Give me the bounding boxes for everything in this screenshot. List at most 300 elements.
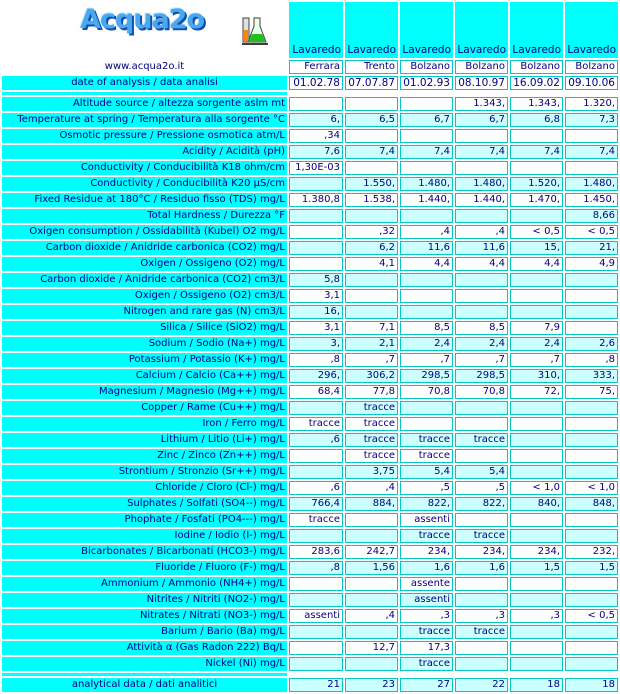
value-cell: 1.480, <box>565 177 618 191</box>
table-row <box>2 641 618 655</box>
value-cell: 4,1 <box>345 257 398 271</box>
spacer <box>510 673 563 676</box>
value-cell: ,3 <box>400 609 453 623</box>
value-cell: 7,4 <box>455 145 508 159</box>
value-cell <box>510 289 563 303</box>
value-cell: 7,9 <box>510 321 563 335</box>
row-label: Nickel (Ni) mg/L <box>2 657 287 671</box>
date-cell: 01.02.78 <box>289 76 343 90</box>
value-cell <box>345 129 398 143</box>
value-cell <box>510 529 563 543</box>
value-cell <box>289 465 343 479</box>
value-cell: 6,7 <box>455 113 508 127</box>
value-cell <box>565 577 618 591</box>
table-row <box>2 337 618 351</box>
value-cell: ,8 <box>289 561 343 575</box>
value-cell: tracce <box>400 657 453 671</box>
value-cell <box>510 577 563 591</box>
table-row <box>2 241 618 255</box>
value-cell: 7,4 <box>565 145 618 159</box>
value-cell: 234, <box>510 545 563 559</box>
value-cell <box>455 593 508 607</box>
value-cell: 6,8 <box>510 113 563 127</box>
value-cell: 1.380,8 <box>289 193 343 207</box>
table-row <box>2 257 618 271</box>
value-cell: ,4 <box>400 225 453 239</box>
value-cell <box>289 225 343 239</box>
row-label: Nitrogen and rare gas (N) cm3/L <box>2 305 287 319</box>
row-label: Temperature at spring / Temperatura alla sorgente °C <box>2 113 287 127</box>
value-cell <box>455 305 508 319</box>
row-label: Ammonium / Ammonio (NH4+) mg/L <box>2 577 287 591</box>
value-cell <box>510 641 563 655</box>
value-cell: 15, <box>510 241 563 255</box>
value-cell: 766,4 <box>289 497 343 511</box>
value-cell: < 1,0 <box>510 481 563 495</box>
value-cell <box>400 401 453 415</box>
spacer <box>345 92 398 95</box>
table-row <box>2 113 618 127</box>
row-label: Nitrates / Nitrati (NO3-) mg/L <box>2 609 287 623</box>
value-cell <box>345 161 398 175</box>
location-row <box>2 60 618 74</box>
value-cell: 5,4 <box>455 465 508 479</box>
value-cell <box>510 305 563 319</box>
value-cell: 1.470, <box>510 193 563 207</box>
value-cell: 7,4 <box>400 145 453 159</box>
row-label: Altitude source / altezza sorgente aslm mt <box>2 97 287 111</box>
value-cell <box>289 577 343 591</box>
value-cell <box>345 273 398 287</box>
header-row <box>2 2 618 58</box>
website-link[interactable]: www.acqua2o.it <box>2 60 287 74</box>
table-row <box>2 497 618 511</box>
table-row <box>2 321 618 335</box>
value-cell <box>455 513 508 527</box>
value-cell: 16, <box>289 305 343 319</box>
value-cell: 1.343, <box>510 97 563 111</box>
value-cell <box>510 513 563 527</box>
value-cell: 4,4 <box>510 257 563 271</box>
row-label: Zinc / Zinco (Zn++) mg/L <box>2 449 287 463</box>
value-cell: 72, <box>510 385 563 399</box>
table-row <box>2 161 618 175</box>
row-label: Iron / Ferro mg/L <box>2 417 287 431</box>
source-header-4: Lavaredo <box>455 2 508 58</box>
date-cell: 16.09.02 <box>510 76 563 90</box>
value-cell <box>510 209 563 223</box>
value-cell: 7,1 <box>345 321 398 335</box>
value-cell: 310, <box>510 369 563 383</box>
value-cell: 6, <box>289 113 343 127</box>
value-cell: assenti <box>289 609 343 623</box>
value-cell <box>565 417 618 431</box>
value-cell: < 0,5 <box>565 225 618 239</box>
value-cell <box>565 625 618 639</box>
spacer <box>510 92 563 95</box>
value-cell: ,7 <box>455 353 508 367</box>
value-cell <box>400 273 453 287</box>
source-header-1: Lavaredo <box>289 2 343 58</box>
value-cell <box>345 305 398 319</box>
table-row <box>2 465 618 479</box>
value-cell: tracce <box>345 417 398 431</box>
date-cell: 08.10.97 <box>455 76 508 90</box>
footer-label: analytical data / dati analitici <box>2 678 287 692</box>
value-cell: tracce <box>345 401 398 415</box>
location-cell: Bolzano <box>565 60 618 74</box>
spacer <box>400 92 453 95</box>
table-row <box>2 97 618 111</box>
footer-count: 23 <box>345 678 398 692</box>
row-label: Potassium / Potassio (K+) mg/L <box>2 353 287 367</box>
row-label: Oxigen / Ossigeno (O2) cm3/L <box>2 289 287 303</box>
value-cell <box>289 209 343 223</box>
value-cell: 4,4 <box>400 257 453 271</box>
value-cell <box>510 161 563 175</box>
value-cell: 2,4 <box>400 337 453 351</box>
value-cell: 12,7 <box>345 641 398 655</box>
value-cell <box>289 401 343 415</box>
value-cell: 8,66 <box>565 209 618 223</box>
row-label: Total Hardness / Durezza °F <box>2 209 287 223</box>
value-cell: assente <box>400 577 453 591</box>
row-label: Iodine / Iodio (I-) mg/L <box>2 529 287 543</box>
table-row <box>2 449 618 463</box>
value-cell <box>345 593 398 607</box>
table-row <box>2 401 618 415</box>
row-label: Strontium / Stronzio (Sr++) mg/L <box>2 465 287 479</box>
value-cell: < 0,5 <box>565 609 618 623</box>
footer-count: 18 <box>510 678 563 692</box>
value-cell <box>565 449 618 463</box>
value-cell <box>565 401 618 415</box>
value-cell: 1,6 <box>455 561 508 575</box>
table-row <box>2 417 618 431</box>
value-cell <box>345 289 398 303</box>
value-cell: 1.520, <box>510 177 563 191</box>
value-cell: 1.480, <box>400 177 453 191</box>
value-cell: 298,5 <box>455 369 508 383</box>
value-cell: < 0,5 <box>510 225 563 239</box>
value-cell <box>345 529 398 543</box>
value-cell <box>510 593 563 607</box>
source-header-5: Lavaredo <box>510 2 563 58</box>
source-header-2: Lavaredo <box>345 2 398 58</box>
value-cell: 5,8 <box>289 273 343 287</box>
value-cell <box>289 641 343 655</box>
value-cell: 68,4 <box>289 385 343 399</box>
value-cell <box>510 657 563 671</box>
value-cell: 3,75 <box>345 465 398 479</box>
value-cell: 3,1 <box>289 321 343 335</box>
value-cell: 1,30E-03 <box>289 161 343 175</box>
value-cell: 2,1 <box>345 337 398 351</box>
row-label: Phophate / Fosfati (PO4---) mg/L <box>2 513 287 527</box>
value-cell: ,5 <box>400 481 453 495</box>
row-label: Conductivity / Conducibilità K18 ohm/cm <box>2 161 287 175</box>
value-cell: 242,7 <box>345 545 398 559</box>
table-row <box>2 609 618 623</box>
location-cell: Ferrara <box>289 60 343 74</box>
spacer <box>2 673 287 676</box>
value-cell: 7,4 <box>510 145 563 159</box>
value-cell: 3,1 <box>289 289 343 303</box>
value-cell <box>455 273 508 287</box>
table-row <box>2 289 618 303</box>
value-cell: ,6 <box>289 433 343 447</box>
spacer <box>289 673 343 676</box>
value-cell <box>510 273 563 287</box>
value-cell: ,4 <box>345 609 398 623</box>
value-cell <box>510 417 563 431</box>
value-cell: 6,5 <box>345 113 398 127</box>
value-cell: 848, <box>565 497 618 511</box>
row-label: Sodium / Sodio (Na+) mg/L <box>2 337 287 351</box>
value-cell: ,8 <box>289 353 343 367</box>
value-cell <box>565 305 618 319</box>
value-cell: ,32 <box>345 225 398 239</box>
value-cell: 2,6 <box>565 337 618 351</box>
row-label: Calcium / Calcio (Ca++) mg/L <box>2 369 287 383</box>
value-cell: ,6 <box>289 481 343 495</box>
value-cell: tracce <box>455 529 508 543</box>
value-cell: assenti <box>400 513 453 527</box>
value-cell <box>400 161 453 175</box>
value-cell: 333, <box>565 369 618 383</box>
table-row <box>2 657 618 671</box>
value-cell <box>345 97 398 111</box>
value-cell: tracce <box>400 433 453 447</box>
location-cell: Trento <box>345 60 398 74</box>
table-row <box>2 369 618 383</box>
row-label: Fluoride / Fluoro (F-) mg/L <box>2 561 287 575</box>
logo <box>2 2 287 58</box>
row-label: Nitrites / Nitriti (NO2-) mg/L <box>2 593 287 607</box>
value-cell: 8,5 <box>400 321 453 335</box>
table-row <box>2 625 618 639</box>
row-label: Oxigen consumption / Ossidabilità (Kubel) O2 mg/L <box>2 225 287 239</box>
value-cell: 11,6 <box>455 241 508 255</box>
row-label: Sulphates / Solfati (SO4--) mg/L <box>2 497 287 511</box>
value-cell: 1.440, <box>400 193 453 207</box>
row-label: Barium / Bario (Ba) mg/L <box>2 625 287 639</box>
value-cell <box>455 657 508 671</box>
value-cell <box>455 209 508 223</box>
table-row <box>2 433 618 447</box>
row-label: Attività α (Gas Radon 222) Bq/L <box>2 641 287 655</box>
value-cell: 296, <box>289 369 343 383</box>
table-row <box>2 209 618 223</box>
value-cell: ,7 <box>345 353 398 367</box>
date-cell: 07.07.87 <box>345 76 398 90</box>
value-cell: 2,4 <box>455 337 508 351</box>
row-label: Lithium / Litio (Li+) mg/L <box>2 433 287 447</box>
value-cell: 70,8 <box>455 385 508 399</box>
spacer <box>455 92 508 95</box>
value-cell: ,8 <box>565 353 618 367</box>
value-cell: ,34 <box>289 129 343 143</box>
value-cell: 3, <box>289 337 343 351</box>
value-cell: 306,2 <box>345 369 398 383</box>
value-cell <box>510 625 563 639</box>
row-label: Copper / Rame (Cu++) mg/L <box>2 401 287 415</box>
value-cell <box>565 273 618 287</box>
value-cell <box>565 529 618 543</box>
value-cell: 70,8 <box>400 385 453 399</box>
row-label: Chloride / Cloro (Cl-) mg/L <box>2 481 287 495</box>
value-cell <box>510 401 563 415</box>
value-cell: 8,5 <box>455 321 508 335</box>
logo-text: Acqua2o <box>80 4 205 35</box>
table-row <box>2 385 618 399</box>
row-label: Fixed Residue at 180°C / Residuo fisso (TDS) mg/L <box>2 193 287 207</box>
value-cell: 822, <box>400 497 453 511</box>
location-cell: Bolzano <box>510 60 563 74</box>
value-cell: tracce <box>345 449 398 463</box>
value-cell: tracce <box>400 529 453 543</box>
value-cell <box>400 129 453 143</box>
spacer <box>2 92 287 95</box>
value-cell: 17,3 <box>400 641 453 655</box>
date-row <box>2 76 618 90</box>
value-cell: ,7 <box>400 353 453 367</box>
value-cell <box>289 449 343 463</box>
table-row <box>2 177 618 191</box>
value-cell: 822, <box>455 497 508 511</box>
row-label: Silica / Silice (SiO2) mg/L <box>2 321 287 335</box>
value-cell <box>289 241 343 255</box>
table-row <box>2 513 618 527</box>
table-row <box>2 593 618 607</box>
value-cell: tracce <box>400 449 453 463</box>
value-cell <box>455 129 508 143</box>
value-cell <box>565 161 618 175</box>
value-cell <box>345 657 398 671</box>
value-cell <box>345 209 398 223</box>
spacer <box>289 92 343 95</box>
value-cell: 1,6 <box>400 561 453 575</box>
value-cell: ,4 <box>455 225 508 239</box>
value-cell: 1.480, <box>455 177 508 191</box>
table-row <box>2 225 618 239</box>
value-cell: ,4 <box>345 481 398 495</box>
value-cell <box>289 97 343 111</box>
value-cell: 6,2 <box>345 241 398 255</box>
table-row <box>2 545 618 559</box>
value-cell: 4,9 <box>565 257 618 271</box>
date-cell: 09.10.06 <box>565 76 618 90</box>
footer-count: 27 <box>400 678 453 692</box>
value-cell: tracce <box>400 625 453 639</box>
value-cell <box>455 161 508 175</box>
value-cell: ,7 <box>510 353 563 367</box>
table-row <box>2 193 618 207</box>
value-cell <box>565 513 618 527</box>
row-label: Oxigen / Ossigeno (O2) mg/L <box>2 257 287 271</box>
value-cell: assenti <box>400 593 453 607</box>
value-cell <box>345 577 398 591</box>
value-cell <box>289 257 343 271</box>
value-cell: 1,5 <box>510 561 563 575</box>
value-cell: 283,6 <box>289 545 343 559</box>
value-cell <box>400 209 453 223</box>
value-cell: 21, <box>565 241 618 255</box>
value-cell: ,5 <box>455 481 508 495</box>
value-cell <box>289 177 343 191</box>
value-cell <box>565 641 618 655</box>
value-cell <box>565 129 618 143</box>
table-row <box>2 305 618 319</box>
lab-flask-icon <box>242 16 268 46</box>
value-cell: ,3 <box>510 609 563 623</box>
value-cell: 7,4 <box>345 145 398 159</box>
location-cell: Bolzano <box>455 60 508 74</box>
value-cell: tracce <box>289 513 343 527</box>
value-cell: 7,6 <box>289 145 343 159</box>
value-cell: 6,7 <box>400 113 453 127</box>
row-label: Bicarbonates / Bicarbonati (HCO3-) mg/L <box>2 545 287 559</box>
source-header-3: Lavaredo <box>400 2 453 58</box>
value-cell <box>400 97 453 111</box>
table-row <box>2 353 618 367</box>
value-cell: 234, <box>455 545 508 559</box>
value-cell: 1.320, <box>565 97 618 111</box>
row-label: Magnesium / Magnesio (Mg++) mg/L <box>2 385 287 399</box>
location-cell: Bolzano <box>400 60 453 74</box>
value-cell: 298,5 <box>400 369 453 383</box>
value-cell <box>289 529 343 543</box>
value-cell: ,3 <box>455 609 508 623</box>
table-row <box>2 577 618 591</box>
spacer-row <box>2 92 618 95</box>
value-cell <box>510 129 563 143</box>
value-cell <box>565 465 618 479</box>
value-cell <box>565 321 618 335</box>
source-header-6: Lavaredo <box>565 2 618 58</box>
value-cell <box>565 289 618 303</box>
value-cell <box>289 657 343 671</box>
value-cell: 11,6 <box>400 241 453 255</box>
table-row <box>2 145 618 159</box>
table-row <box>2 529 618 543</box>
value-cell <box>289 625 343 639</box>
value-cell <box>400 289 453 303</box>
table-row <box>2 561 618 575</box>
footer-row <box>2 678 618 692</box>
value-cell <box>455 577 508 591</box>
spacer <box>565 92 618 95</box>
value-cell: 840, <box>510 497 563 511</box>
value-cell <box>510 465 563 479</box>
value-cell: 884, <box>345 497 398 511</box>
row-label: Carbon dioxide / Anidride carbonica (CO2) mg/L <box>2 241 287 255</box>
value-cell: 1.538, <box>345 193 398 207</box>
value-cell <box>345 625 398 639</box>
value-cell <box>289 593 343 607</box>
value-cell <box>565 433 618 447</box>
value-cell: tracce <box>455 433 508 447</box>
value-cell <box>345 513 398 527</box>
value-cell: < 1,0 <box>565 481 618 495</box>
value-cell: 4,4 <box>455 257 508 271</box>
value-cell <box>510 449 563 463</box>
footer-count: 21 <box>289 678 343 692</box>
row-label: Acidity / Acidità (pH) <box>2 145 287 159</box>
value-cell: 1,56 <box>345 561 398 575</box>
footer-count: 22 <box>455 678 508 692</box>
table-row <box>2 481 618 495</box>
